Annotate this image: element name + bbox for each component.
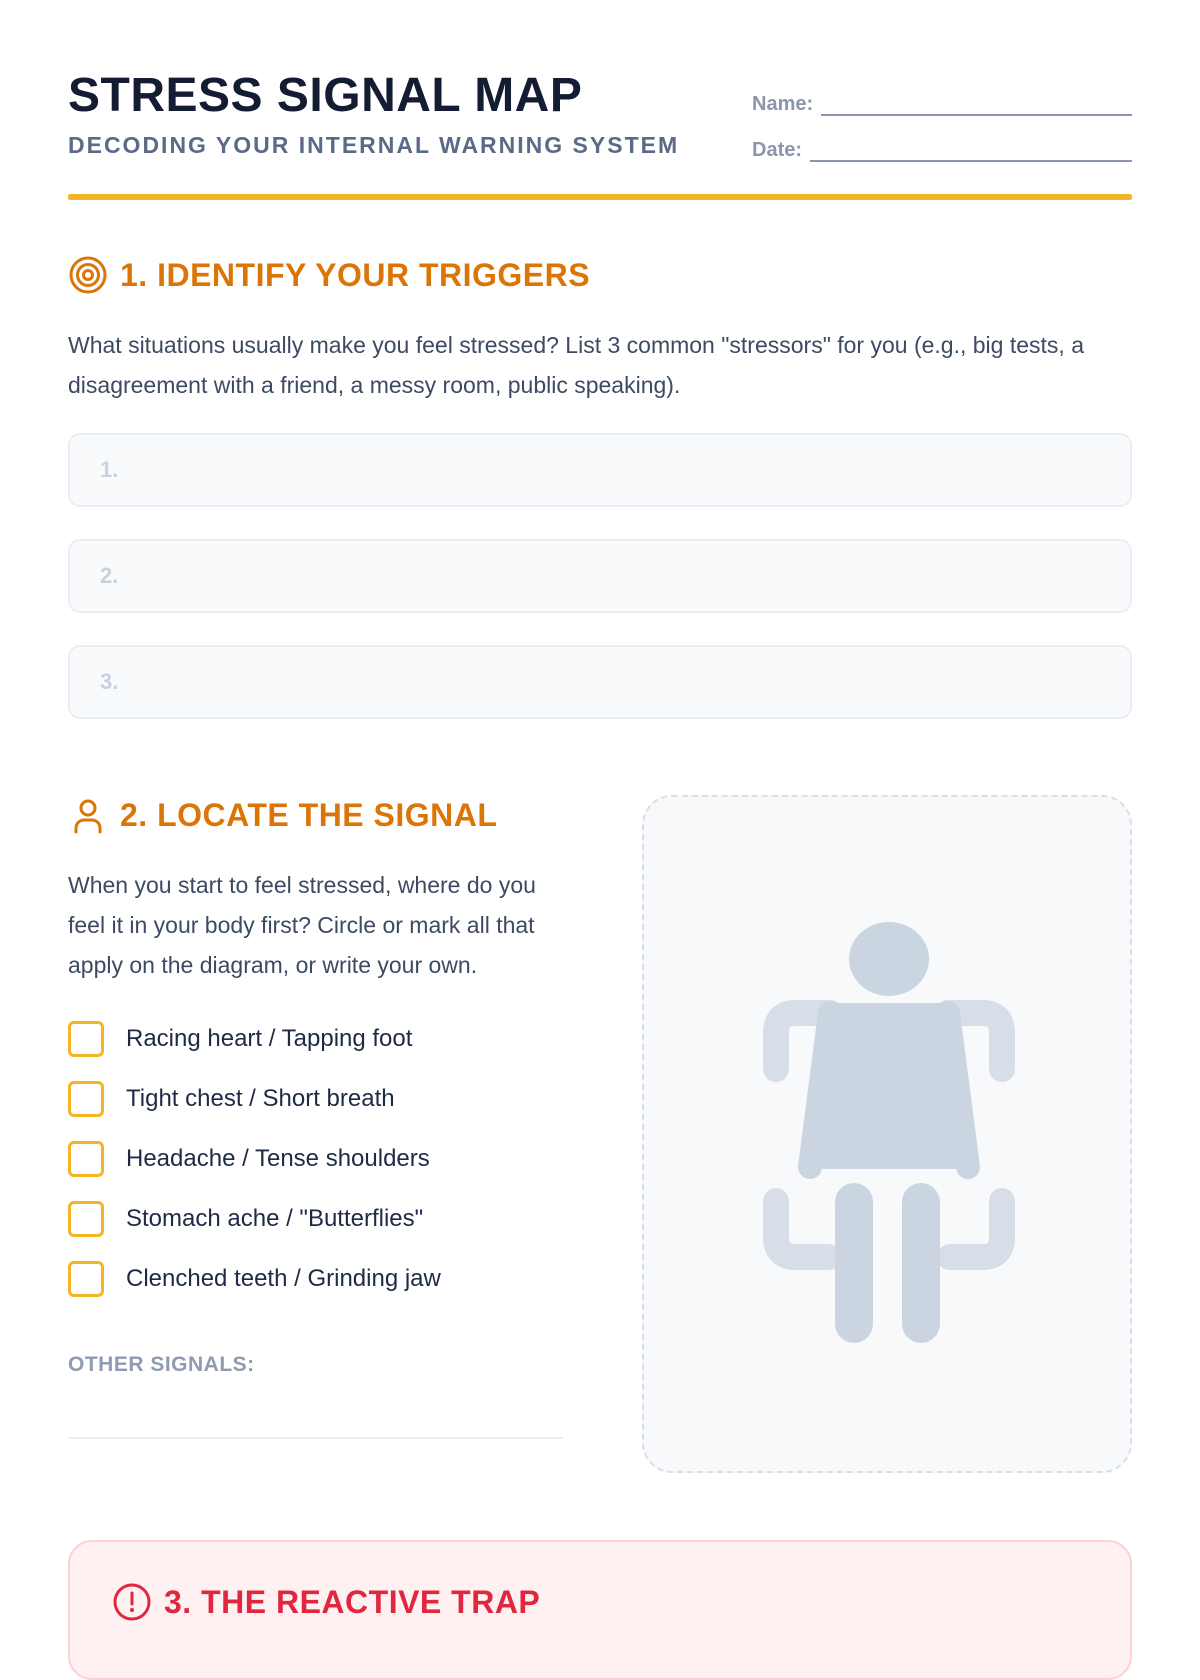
alert-icon <box>112 1582 152 1622</box>
other-signals-label: OTHER SIGNALS: <box>68 1353 255 1376</box>
signal-checklist <box>68 1009 563 1309</box>
trigger-answer-field[interactable]: 1. <box>68 433 1132 507</box>
target-icon <box>68 255 108 295</box>
trigger-answer-field[interactable]: 2. <box>68 539 1132 613</box>
name-label: Name: <box>752 93 814 115</box>
list-item <box>68 1249 563 1309</box>
section-heading <box>68 255 1132 295</box>
section-reactive-trap <box>68 1540 1132 1680</box>
section-identify-triggers <box>68 255 1132 751</box>
trigger-answers <box>68 433 1132 719</box>
page-subtitle: DECODING YOUR INTERNAL WARNING SYSTEM <box>68 132 680 158</box>
signal-checkbox[interactable] <box>68 1021 104 1057</box>
header <box>68 0 1132 200</box>
section-title: 1. IDENTIFY YOUR TRIGGERS <box>120 256 591 293</box>
section-title: 3. THE REACTIVE TRAP <box>164 1583 541 1620</box>
signal-checkbox[interactable] <box>68 1201 104 1237</box>
date-label: Date: <box>752 139 803 161</box>
signal-checkbox[interactable] <box>68 1081 104 1117</box>
list-item <box>68 1069 563 1129</box>
checkbox-label: Racing heart / Tapping foot <box>126 1025 413 1052</box>
list-item <box>68 1189 563 1249</box>
checkbox-label: Stomach ache / "Butterflies" <box>126 1205 424 1232</box>
date-row <box>752 134 1132 162</box>
list-item <box>68 1129 563 1189</box>
other-signals-field[interactable] <box>68 1437 563 1439</box>
date-field[interactable] <box>810 144 1132 162</box>
section-title: 2. LOCATE THE SIGNAL <box>120 796 498 833</box>
signal-checkbox[interactable] <box>68 1141 104 1177</box>
page-title: STRESS SIGNAL MAP <box>68 69 583 122</box>
name-row <box>752 88 1132 116</box>
trigger-answer-field[interactable]: 3. <box>68 645 1132 719</box>
list-item <box>68 1009 563 1069</box>
section-heading <box>68 795 563 835</box>
checkbox-label: Clenched teeth / Grinding jaw <box>126 1265 441 1292</box>
student-meta <box>752 88 1132 180</box>
signal-checkbox[interactable] <box>68 1261 104 1297</box>
checkbox-label: Headache / Tense shoulders <box>126 1145 430 1172</box>
header-divider <box>68 194 1132 200</box>
person-icon <box>68 795 108 835</box>
section-instructions: What situations usually make you feel stressed? List 3 common "stressors" for you (e.g., big tests, a disagreement with a friend, a messy room, public speaking). <box>68 332 1084 398</box>
body-silhouette-icon <box>644 797 1134 1475</box>
section-instructions: When you start to feel stressed, where do you feel it in your body first? Circle or mark all that apply on the diagram, or write your own. <box>68 872 536 978</box>
section-heading <box>112 1582 1130 1622</box>
body-diagram[interactable] <box>642 795 1132 1473</box>
name-field[interactable] <box>821 98 1132 116</box>
section-locate-signal <box>68 795 563 1439</box>
checkbox-label: Tight chest / Short breath <box>126 1085 395 1112</box>
